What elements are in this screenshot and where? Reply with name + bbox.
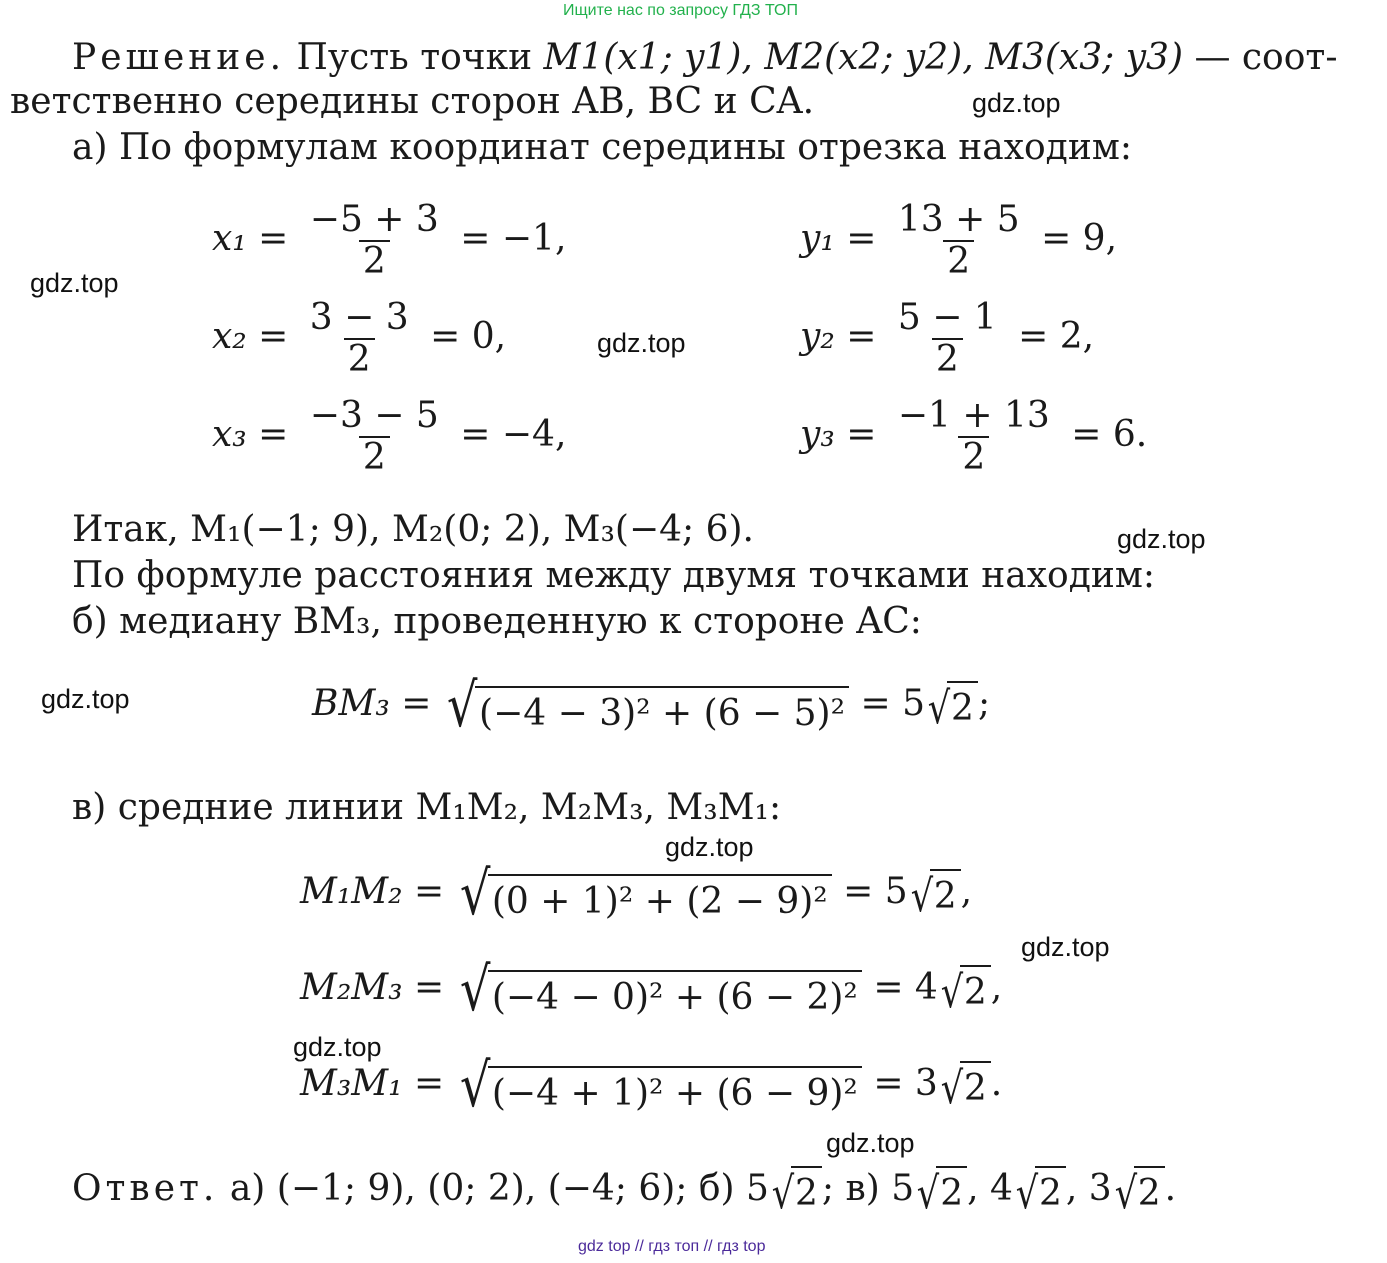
midline-m1m2-lhs: M₁M₂ = <box>300 871 445 912</box>
midline-m1m2 <box>300 859 973 929</box>
formula-y2-lhs: y₂ = <box>800 316 877 357</box>
point-m1: M1(x1; y1), <box>543 37 753 78</box>
formula-y3-rhs: = 6. <box>1071 414 1148 455</box>
formula-y2-rhs: = 2, <box>1018 316 1095 357</box>
formula-x2-num: 3 − 3 <box>309 297 409 338</box>
radical-icon: √ <box>927 683 951 734</box>
formula-x3 <box>212 396 566 478</box>
watermark: gdz.top <box>597 328 686 358</box>
answer-v-radicand-2: 2 <box>1035 1166 1066 1216</box>
midline-m1m2-rhs-sqrt <box>908 869 961 922</box>
watermark: gdz.top <box>972 88 1061 118</box>
answer-v-end: . <box>1164 1168 1177 1209</box>
formula-y2-num: 5 − 1 <box>897 297 997 338</box>
formula-x1-num: −5 + 3 <box>309 199 439 240</box>
formula-y2-den: 2 <box>932 338 963 380</box>
formula-x2-den: 2 <box>344 338 375 380</box>
formula-x2-lhs: x₂ = <box>212 316 289 357</box>
answer-v-sqrt-1 <box>914 1166 967 1219</box>
midline-m2m3-lhs: M₂M₃ = <box>300 967 445 1008</box>
answer-v-mid-1: , 4 <box>967 1168 1013 1209</box>
point-m2: M2(x2; y2), <box>764 37 974 78</box>
midline-m2m3-rhs-radicand: 2 <box>960 965 991 1015</box>
solution-label: Решение. <box>72 37 286 78</box>
formula-y1-lhs: y₁ = <box>800 218 877 259</box>
formula-y2-fraction <box>894 298 1001 380</box>
midline-m1m2-rhs: = 5 <box>843 871 908 912</box>
midline-m3m1-rhs: = 3 <box>873 1063 938 1104</box>
watermark: gdz.top <box>293 1032 382 1062</box>
answer-v-mid-2: , 3 <box>1065 1168 1112 1209</box>
radical-icon: √ <box>771 1168 795 1219</box>
midline-m3m1 <box>300 1051 1003 1121</box>
median-rhs-radicand: 2 <box>947 681 978 731</box>
formula-x3-rhs: = −4, <box>460 414 567 455</box>
formula-y2 <box>800 298 1094 380</box>
formula-y1-rhs: = 9, <box>1041 218 1118 259</box>
watermark: gdz.top <box>41 684 130 714</box>
median-radicand: (−4 − 3)² + (6 − 5)² <box>475 686 849 736</box>
radical-icon: √ <box>446 671 478 741</box>
formula-x1 <box>212 200 566 282</box>
formula-y3-num: −1 + 13 <box>897 395 1050 436</box>
midline-m2m3-end: , <box>990 967 1003 1008</box>
watermark: gdz.top <box>1117 524 1206 554</box>
part-a-intro: а) По формулам координат середины отрезка находим: <box>72 127 1132 168</box>
answer-v-radicand-1: 2 <box>936 1166 967 1216</box>
solution-line-1 <box>72 36 1338 80</box>
median-rhs: = 5 <box>860 683 925 724</box>
solution-intro: Пусть точки <box>296 37 533 78</box>
midline-m1m2-sqrt <box>456 859 832 929</box>
formula-x3-lhs: x₃ = <box>212 414 289 455</box>
answer-v-radicand-3: 2 <box>1134 1166 1165 1216</box>
median-formula <box>312 671 991 741</box>
formula-y3 <box>800 396 1147 478</box>
summary-itak: Итак, M₁(−1; 9), M₂(0; 2), M₃(−4; 6). <box>72 509 754 550</box>
part-b-intro: б) медиану BM₃, проведенную к стороне AC: <box>72 601 922 642</box>
formula-x1-lhs: x₁ = <box>212 218 289 259</box>
watermark: gdz.top <box>1021 932 1110 962</box>
midline-m2m3-sqrt <box>456 955 862 1025</box>
answer-b: б) 5 <box>698 1168 769 1209</box>
watermark: gdz.top <box>826 1128 915 1158</box>
median-rhs-sqrt <box>925 681 978 734</box>
formula-x2-rhs: = 0, <box>430 316 507 357</box>
answer-b-radicand: 2 <box>791 1166 822 1216</box>
formula-x1-den: 2 <box>359 240 390 282</box>
answer-v-sqrt-2 <box>1013 1166 1066 1219</box>
part-v-intro: в) средние линии M₁M₂, M₂M₃, M₃M₁: <box>72 787 782 828</box>
midline-m3m1-radicand: (−4 + 1)² + (6 − 9)² <box>488 1066 862 1116</box>
median-lhs: BM₃ = <box>312 683 432 724</box>
midline-m2m3-rhs-sqrt <box>938 965 991 1018</box>
formula-x3-den: 2 <box>359 436 390 478</box>
midline-m3m1-sqrt <box>456 1051 862 1121</box>
midline-m1m2-end: , <box>960 871 973 912</box>
radical-icon: √ <box>910 871 933 922</box>
midline-m3m1-rhs-sqrt <box>938 1061 991 1114</box>
answer-b-end: ; <box>821 1168 835 1209</box>
formula-x1-rhs: = −1, <box>460 218 567 259</box>
midline-m3m1-lhs: M₃M₁ = <box>300 1063 445 1104</box>
radical-icon: √ <box>940 967 964 1018</box>
radical-icon: √ <box>916 1168 940 1219</box>
formula-y1-den: 2 <box>943 240 974 282</box>
formula-x2-fraction <box>306 298 413 380</box>
midline-m2m3-rhs: = 4 <box>873 967 938 1008</box>
formula-y3-fraction <box>894 396 1054 478</box>
answer-b-sqrt <box>769 1166 822 1219</box>
top-banner[interactable]: Ищите нас по запросу ГДЗ ТОП <box>563 2 798 19</box>
midline-m2m3-radicand: (−4 − 0)² + (6 − 2)² <box>488 970 862 1020</box>
formula-y1-num: 13 + 5 <box>897 199 1020 240</box>
formula-y1 <box>800 200 1117 282</box>
summary-distance: По формуле расстояния между двумя точками находим: <box>72 555 1155 596</box>
formula-x3-fraction <box>306 396 443 478</box>
answer-line <box>72 1166 1177 1219</box>
formula-x1-fraction <box>306 200 443 282</box>
formula-y3-lhs: y₃ = <box>800 414 877 455</box>
answer-v: в) 5 <box>845 1168 915 1209</box>
watermark: gdz.top <box>30 268 119 298</box>
midline-m2m3 <box>300 955 1003 1025</box>
median-rhs-end: ; <box>977 683 991 724</box>
radical-icon: √ <box>1015 1168 1039 1219</box>
answer-a: а) (−1; 9), (0; 2), (−4; 6); <box>229 1168 688 1209</box>
answer-label: Ответ. <box>72 1168 219 1209</box>
radical-icon: √ <box>459 859 491 929</box>
midline-m1m2-rhs-radicand: 2 <box>930 869 961 919</box>
midline-m3m1-rhs-radicand: 2 <box>960 1061 991 1111</box>
answer-v-sqrt-3 <box>1112 1166 1165 1219</box>
radical-icon: √ <box>940 1063 964 1114</box>
formula-y1-fraction <box>894 200 1024 282</box>
radical-icon: √ <box>459 1051 491 1121</box>
solution-line-2: ветственно середины сторон AB, BC и CA. <box>10 81 815 122</box>
midline-m1m2-radicand: (0 + 1)² + (2 − 9)² <box>488 874 832 924</box>
solution-intro-end: — соот- <box>1194 37 1338 78</box>
median-sqrt <box>443 671 849 741</box>
radical-icon: √ <box>459 955 491 1025</box>
point-m3: M3(x3; y3) <box>985 37 1183 78</box>
formula-y3-den: 2 <box>958 436 989 478</box>
footer-links[interactable]: gdz top // гдз топ // гдз top <box>578 1238 766 1255</box>
watermark: gdz.top <box>665 832 754 862</box>
midline-m3m1-end: . <box>990 1063 1003 1104</box>
formula-x2 <box>212 298 506 380</box>
radical-icon: √ <box>1114 1168 1137 1219</box>
formula-x3-num: −3 − 5 <box>309 395 439 436</box>
